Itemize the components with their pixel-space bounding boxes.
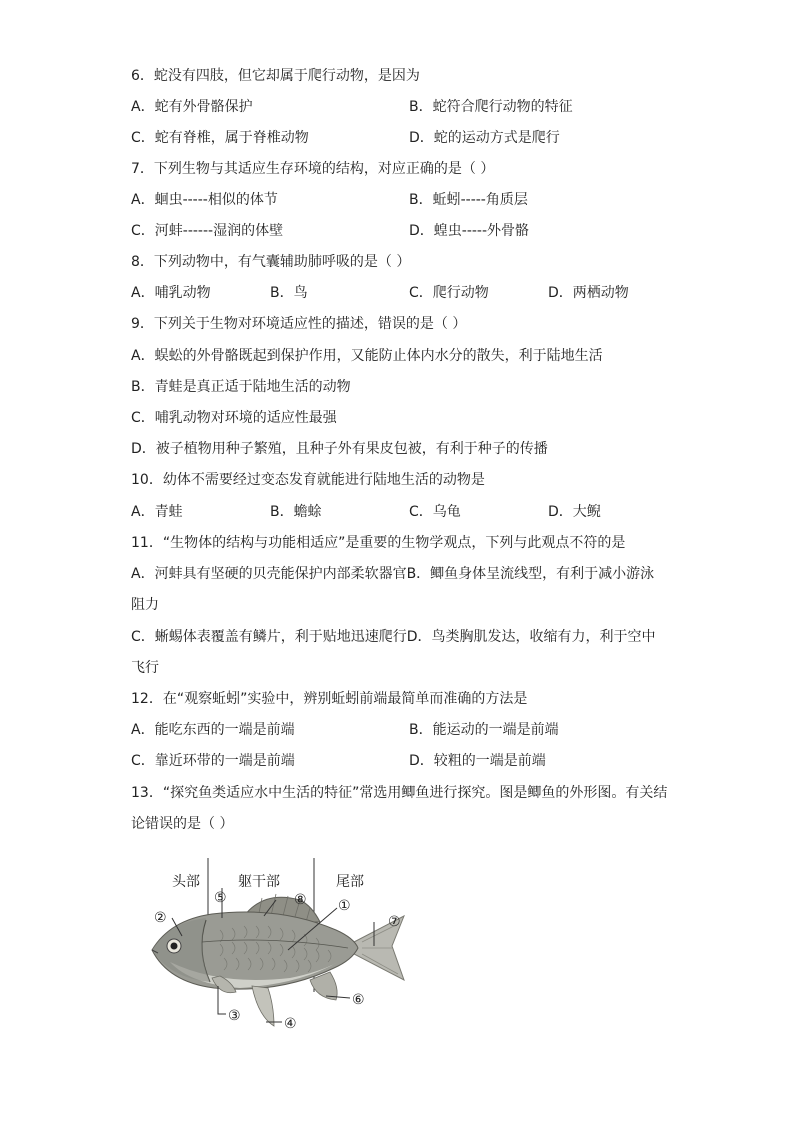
marker-1: ① [338, 898, 351, 914]
head-label: 头部 [172, 874, 200, 890]
q11-options-ab: A．河蚌具有坚硬的贝壳能保护内部柔软器官B．鲫鱼身体呈流线型，有利于减小游泳 [131, 566, 655, 582]
marker-7: ⑦ [388, 914, 401, 930]
fish-drawing [152, 894, 404, 1026]
q10-option-d: D．大鲵 [548, 504, 601, 520]
marker-2: ② [154, 910, 167, 926]
q8-stem: 8．下列动物中，有气囊辅助肺呼吸的是（ ） [131, 254, 411, 270]
q10-stem: 10．幼体不需要经过变态发育就能进行陆地生活的动物是 [131, 472, 485, 488]
q12-option-c: C．靠近环带的一端是前端 [131, 753, 295, 769]
q12-option-d: D．较粗的一端是前端 [409, 753, 546, 769]
q10-option-c: C．乌龟 [409, 504, 461, 520]
q6-option-c: C．蛇有脊椎，属于脊椎动物 [131, 130, 309, 146]
marker-6: ⑥ [352, 992, 365, 1008]
q11-options-ab-continued: 阻力 [131, 597, 159, 613]
marker-3: ③ [228, 1008, 241, 1024]
q9-option-d: D．被子植物用种子繁殖，且种子外有果皮包被，有利于种子的传播 [131, 441, 548, 457]
q13-stem-continued: 论错误的是（ ） [131, 816, 234, 832]
q10-option-b: B．蟾蜍 [270, 504, 322, 520]
q13-stem: 13．“探究鱼类适应水中生活的特征”常选用鲫鱼进行探究。图是鲫鱼的外形图。有关结 [131, 785, 668, 801]
q7-option-a: A．蛔虫-----相似的体节 [131, 192, 278, 208]
q6-option-a: A．蛇有外骨骼保护 [131, 99, 253, 115]
tail-label: 尾部 [336, 874, 364, 890]
q8-option-c: C．爬行动物 [409, 285, 489, 301]
q7-stem: 7．下列生物与其适应生存环境的结构，对应正确的是（ ） [131, 161, 495, 177]
q6-option-b: B．蛇符合爬行动物的特征 [409, 99, 573, 115]
crucian-carp-figure [140, 850, 440, 1040]
q9-stem: 9．下列关于生物对环境适应性的描述，错误的是（ ） [131, 316, 467, 332]
q8-option-d: D．两栖动物 [548, 285, 629, 301]
marker-5: ⑤ [214, 890, 227, 906]
trunk-label: 躯干部 [238, 874, 280, 890]
q6-option-d: D．蛇的运动方式是爬行 [409, 130, 560, 146]
q6-stem: 6．蛇没有四肢，但它却属于爬行动物，是因为 [131, 68, 420, 84]
q7-option-c: C．河蚌------湿润的体壁 [131, 223, 284, 239]
q12-option-b: B．能运动的一端是前端 [409, 722, 559, 738]
q8-option-b: B．鸟 [270, 285, 308, 301]
q8-option-a: A．哺乳动物 [131, 285, 211, 301]
q7-option-b: B．蚯蚓-----角质层 [409, 192, 528, 208]
q9-option-b: B．青蛙是真正适于陆地生活的动物 [131, 379, 351, 395]
marker-4: ④ [284, 1016, 297, 1032]
q10-option-a: A．青蛙 [131, 504, 183, 520]
q9-option-c: C．哺乳动物对环境的适应性最强 [131, 410, 337, 426]
q12-stem: 12．在“观察蚯蚓”实验中，辨别蚯蚓前端最简单而准确的方法是 [131, 691, 528, 707]
q9-option-a: A．蜈蚣的外骨骼既起到保护作用，又能防止体内水分的散失，利于陆地生活 [131, 348, 603, 364]
q11-options-cd-continued: 飞行 [131, 660, 159, 676]
q7-option-d: D．蝗虫-----外骨骼 [409, 223, 530, 239]
q11-options-cd: C．蜥蜴体表覆盖有鳞片，利于贴地迅速爬行D．鸟类胸肌发达，收缩有力，利于空中 [131, 629, 656, 645]
q12-option-a: A．能吃东西的一端是前端 [131, 722, 295, 738]
marker-8: ⑧ [294, 892, 307, 908]
q11-stem: 11．“生物体的结构与功能相适应”是重要的生物学观点，下列与此观点不符的是 [131, 535, 626, 551]
